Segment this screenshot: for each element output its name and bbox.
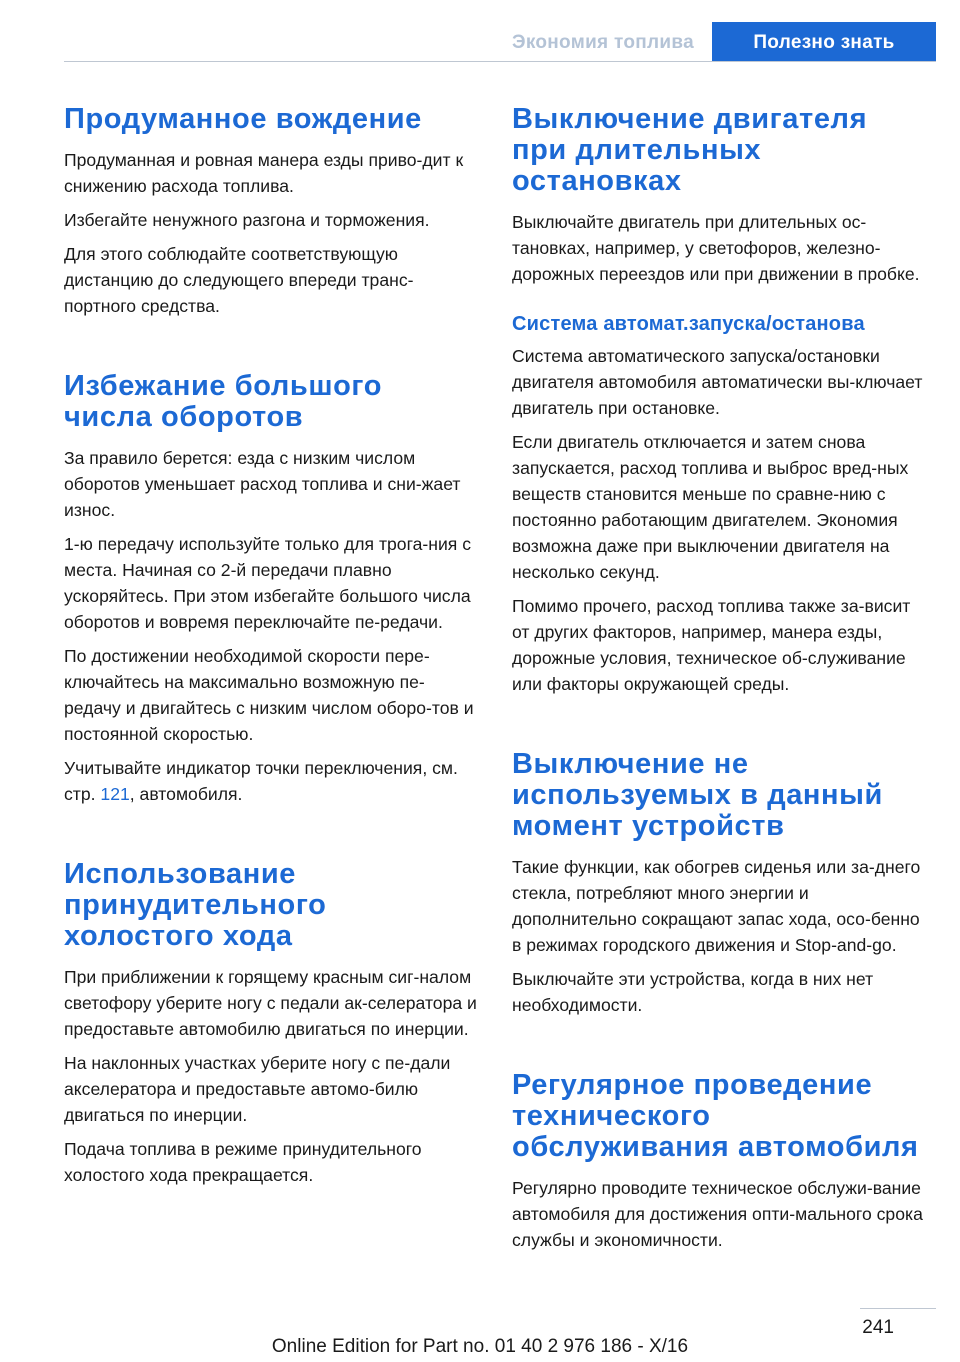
- right-column: [512, 104, 930, 1261]
- edition-note: Online Edition for Part no. 01 40 2 976 186 - X/16: [271, 1336, 689, 1357]
- heading-coasting: Использование принудительного холостого хода: [64, 858, 327, 952]
- paragraph: Если двигатель отключается и затем снова запускается, расход топлива и выброс вред-ных веществ становится меньше по сравне-нию с постоянно работающим двигателем. Экономия возможна даже при выключении двигателя на несколько секунд.: [512, 432, 909, 582]
- paragraph: Регулярно проводите техническое обслужи-вание автомобиля для достижения опти-мального срока службы и экономичности.: [512, 1178, 923, 1250]
- paragraph: Продуманная и ровная манера езды приво-дит к снижению расхода топлива.: [64, 150, 464, 196]
- paragraph: Избегайте ненужного разгона и торможения.: [64, 210, 430, 230]
- paragraph: Выключайте двигатель при длительных ос-тановках, например, у светофоров, железно-дорожных переездов или при движении в пробке.: [512, 212, 920, 284]
- paragraph: Для этого соблюдайте соответствующую дистанцию до следующего впереди транс-портного средства.: [64, 244, 414, 316]
- paragraph: Система автоматического запуска/остановки двигателя автомобиля автоматически вы-ключает двигатель при остановке.: [512, 346, 923, 418]
- paragraph: Помимо прочего, расход топлива также за-висит от других факторов, например, манера езды, дорожные условия, техническое об-служивание или факторы окружающей среды.: [512, 596, 911, 694]
- page-number: 241: [862, 1317, 894, 1338]
- heading-avoid-high-rpm: Избежание большого числа оборотов: [64, 370, 383, 433]
- paragraph: 1-ю передачу используйте только для трога-ния с места. Начиная со 2-й передачи плавно ускоряйтесь. При этом избегайте большого числа оборотов и вовремя переключайте пе-редачи.: [64, 534, 472, 632]
- paragraph: За правило берется: езда с низким числом оборотов уменьшает расход топлива и сни-жает износ.: [64, 448, 461, 520]
- heading-switch-off-devices: Выключение не используемых в данный момент устройств: [512, 748, 883, 842]
- paragraph: На наклонных участках уберите ногу с пе-дали акселератора и предоставьте автомо-билю двигаться по инерции.: [64, 1053, 451, 1125]
- subheading-auto-start-stop: Система автомат.запуска/останова: [512, 313, 865, 335]
- left-column: [64, 104, 478, 1196]
- paragraph: Выключайте эти устройства, когда в них нет необходимости.: [512, 969, 874, 1015]
- section-tab[interactable]: Экономия топлива: [512, 32, 694, 53]
- page-header: [64, 22, 936, 64]
- text-span: , автомобиля.: [129, 784, 243, 804]
- active-section-tab[interactable]: Полезно знать: [712, 22, 936, 62]
- page-reference-link[interactable]: 121: [100, 784, 130, 804]
- paragraph: Подача топлива в режиме принудительного холостого хода прекращается.: [64, 1139, 422, 1185]
- paragraph: Такие функции, как обогрев сиденья или за-днего стекла, потребляют много энергии и дополнительно сокращают запас хода, осо-бенно в режимах городского движения и Stop-and-go.: [512, 857, 921, 955]
- text-span: Учитывайте индикатор точки переключения, см. стр.: [64, 758, 458, 804]
- shift-indicator-paragraph: [64, 755, 478, 807]
- footer-divider: [860, 1308, 936, 1309]
- paragraph: При приближении к горящему красным сиг-налом светофору уберите ногу с педали ак-селератора и предоставьте автомобилю двигаться по инерции.: [64, 967, 477, 1039]
- heading-engine-off-stops: Выключение двигателя при длительных остановках: [512, 103, 868, 197]
- heading-thoughtful-driving: Продуманное вождение: [64, 103, 422, 135]
- heading-regular-maintenance: Регулярное проведение технического обслуживания автомобиля: [512, 1069, 919, 1163]
- paragraph: По достижении необходимой скорости пере-ключайтесь на максимально возможную пе-редачу и двигайтесь с низким числом оборо-тов и постоянной скоростью.: [64, 646, 474, 744]
- header-divider: [64, 61, 936, 62]
